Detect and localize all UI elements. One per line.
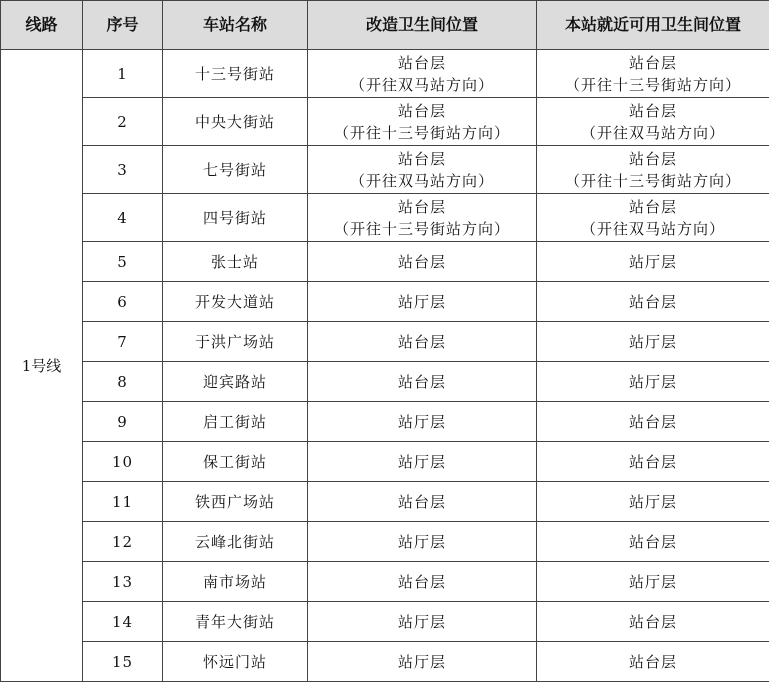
seq-text: 8 bbox=[83, 371, 162, 393]
station-name-cell bbox=[163, 362, 308, 402]
table-row bbox=[1, 482, 769, 522]
nearby-location-cell bbox=[537, 642, 769, 682]
nearby-direction: （开往双马站方向） bbox=[537, 218, 769, 240]
station-name-cell bbox=[163, 242, 308, 282]
seq-cell bbox=[83, 242, 163, 282]
renovated-location-cell bbox=[308, 242, 537, 282]
renovated-direction: （开往十三号街站方向） bbox=[308, 122, 536, 144]
seq-cell bbox=[83, 322, 163, 362]
header-line: 线路 bbox=[1, 1, 83, 50]
table-row bbox=[1, 642, 769, 682]
table-row bbox=[1, 242, 769, 282]
renovated-location-cell bbox=[308, 402, 537, 442]
station-name-cell bbox=[163, 482, 308, 522]
station-name-cell bbox=[163, 522, 308, 562]
nearby-direction: （开往双马站方向） bbox=[537, 122, 769, 144]
station-name: 保工街站 bbox=[163, 451, 307, 473]
renovated-level: 站台层 bbox=[308, 251, 536, 273]
renovated-level: 站厅层 bbox=[308, 411, 536, 433]
seq-cell bbox=[83, 282, 163, 322]
header-nearby-location: 本站就近可用卫生间位置 bbox=[537, 1, 769, 50]
nearby-direction: （开往十三号街站方向） bbox=[537, 170, 769, 192]
renovated-direction: （开往双马站方向） bbox=[308, 170, 536, 192]
nearby-level: 站台层 bbox=[537, 148, 769, 170]
station-name: 南市场站 bbox=[163, 571, 307, 593]
seq-text: 10 bbox=[83, 451, 162, 473]
nearby-location-cell bbox=[537, 562, 769, 602]
seq-cell bbox=[83, 50, 163, 98]
seq-cell bbox=[83, 522, 163, 562]
seq-text: 9 bbox=[83, 411, 162, 433]
nearby-level: 站台层 bbox=[537, 196, 769, 218]
seq-cell bbox=[83, 482, 163, 522]
station-name: 开发大道站 bbox=[163, 291, 307, 313]
station-name-cell bbox=[163, 642, 308, 682]
seq-cell bbox=[83, 562, 163, 602]
renovated-direction: （开往双马站方向） bbox=[308, 74, 536, 96]
renovated-location-cell bbox=[308, 442, 537, 482]
nearby-level: 站台层 bbox=[537, 100, 769, 122]
seq-text: 13 bbox=[83, 571, 162, 593]
station-name: 怀远门站 bbox=[163, 651, 307, 673]
renovated-location-cell bbox=[308, 642, 537, 682]
nearby-location-cell bbox=[537, 322, 769, 362]
renovated-level: 站台层 bbox=[308, 331, 536, 353]
renovated-direction: （开往十三号街站方向） bbox=[308, 218, 536, 240]
table-row bbox=[1, 146, 769, 194]
station-name: 启工街站 bbox=[163, 411, 307, 433]
renovated-location-cell bbox=[308, 194, 537, 242]
station-name-cell bbox=[163, 562, 308, 602]
station-name-cell bbox=[163, 50, 308, 98]
renovated-level: 站台层 bbox=[308, 148, 536, 170]
seq-text: 5 bbox=[83, 251, 162, 273]
seq-text: 3 bbox=[83, 159, 162, 181]
seq-text: 4 bbox=[83, 207, 162, 229]
renovated-level: 站台层 bbox=[308, 491, 536, 513]
table-row bbox=[1, 562, 769, 602]
nearby-level: 站台层 bbox=[537, 52, 769, 74]
renovated-location-cell bbox=[308, 522, 537, 562]
station-name: 迎宾路站 bbox=[163, 371, 307, 393]
nearby-level: 站台层 bbox=[537, 451, 769, 473]
table-row bbox=[1, 402, 769, 442]
table-body bbox=[1, 50, 769, 682]
nearby-location-cell bbox=[537, 442, 769, 482]
line-cell: 1号线 bbox=[1, 50, 83, 682]
station-name: 铁西广场站 bbox=[163, 491, 307, 513]
nearby-location-cell bbox=[537, 242, 769, 282]
nearby-level: 站厅层 bbox=[537, 331, 769, 353]
renovated-location-cell bbox=[308, 362, 537, 402]
header-seq: 序号 bbox=[83, 1, 163, 50]
table-row bbox=[1, 194, 769, 242]
renovated-level: 站厅层 bbox=[308, 291, 536, 313]
seq-cell bbox=[83, 194, 163, 242]
table-row bbox=[1, 50, 769, 98]
seq-cell bbox=[83, 98, 163, 146]
renovated-level: 站台层 bbox=[308, 371, 536, 393]
nearby-location-cell bbox=[537, 282, 769, 322]
seq-text: 12 bbox=[83, 531, 162, 553]
nearby-location-cell bbox=[537, 402, 769, 442]
nearby-location-cell bbox=[537, 602, 769, 642]
renovated-location-cell bbox=[308, 146, 537, 194]
station-name-cell bbox=[163, 98, 308, 146]
nearby-level: 站厅层 bbox=[537, 491, 769, 513]
renovated-location-cell bbox=[308, 562, 537, 602]
seq-cell bbox=[83, 602, 163, 642]
nearby-level: 站台层 bbox=[537, 611, 769, 633]
renovated-location-cell bbox=[308, 602, 537, 642]
station-name: 青年大街站 bbox=[163, 611, 307, 633]
station-name: 七号街站 bbox=[163, 159, 307, 181]
nearby-level: 站台层 bbox=[537, 411, 769, 433]
station-name: 十三号街站 bbox=[163, 63, 307, 85]
station-name: 张士站 bbox=[163, 251, 307, 273]
nearby-location-cell bbox=[537, 50, 769, 98]
seq-text: 1 bbox=[83, 63, 162, 85]
seq-cell bbox=[83, 146, 163, 194]
station-name-cell bbox=[163, 602, 308, 642]
renovated-level: 站厅层 bbox=[308, 651, 536, 673]
renovated-level: 站厅层 bbox=[308, 531, 536, 553]
header-renovated-location: 改造卫生间位置 bbox=[308, 1, 537, 50]
header-station-name: 车站名称 bbox=[163, 1, 308, 50]
nearby-level: 站台层 bbox=[537, 531, 769, 553]
seq-text: 2 bbox=[83, 111, 162, 133]
station-name: 四号街站 bbox=[163, 207, 307, 229]
header-row bbox=[1, 1, 769, 50]
renovated-level: 站台层 bbox=[308, 100, 536, 122]
nearby-location-cell bbox=[537, 362, 769, 402]
seq-cell bbox=[83, 402, 163, 442]
station-name-cell bbox=[163, 322, 308, 362]
renovated-location-cell bbox=[308, 282, 537, 322]
nearby-location-cell bbox=[537, 482, 769, 522]
renovated-location-cell bbox=[308, 322, 537, 362]
table-row bbox=[1, 322, 769, 362]
table-row bbox=[1, 602, 769, 642]
seq-text: 11 bbox=[83, 491, 162, 513]
table-row bbox=[1, 522, 769, 562]
seq-text: 7 bbox=[83, 331, 162, 353]
station-name-cell bbox=[163, 282, 308, 322]
renovated-location-cell bbox=[308, 50, 537, 98]
station-name-cell bbox=[163, 194, 308, 242]
renovated-location-cell bbox=[308, 98, 537, 146]
seq-text: 15 bbox=[83, 651, 162, 673]
renovated-location-cell bbox=[308, 482, 537, 522]
station-name-cell bbox=[163, 442, 308, 482]
nearby-level: 站厅层 bbox=[537, 571, 769, 593]
station-name: 中央大街站 bbox=[163, 111, 307, 133]
renovated-level: 站台层 bbox=[308, 571, 536, 593]
table-row bbox=[1, 98, 769, 146]
seq-cell bbox=[83, 442, 163, 482]
table-row bbox=[1, 362, 769, 402]
station-name: 云峰北街站 bbox=[163, 531, 307, 553]
nearby-location-cell bbox=[537, 146, 769, 194]
station-name: 于洪广场站 bbox=[163, 331, 307, 353]
seq-text: 14 bbox=[83, 611, 162, 633]
nearby-location-cell bbox=[537, 98, 769, 146]
nearby-level: 站厅层 bbox=[537, 371, 769, 393]
nearby-level: 站台层 bbox=[537, 651, 769, 673]
nearby-level: 站厅层 bbox=[537, 251, 769, 273]
table-row bbox=[1, 442, 769, 482]
nearby-direction: （开往十三号街站方向） bbox=[537, 74, 769, 96]
nearby-level: 站台层 bbox=[537, 291, 769, 313]
nearby-location-cell bbox=[537, 194, 769, 242]
seq-text: 6 bbox=[83, 291, 162, 313]
renovated-level: 站台层 bbox=[308, 52, 536, 74]
table-row bbox=[1, 282, 769, 322]
seq-cell bbox=[83, 642, 163, 682]
nearby-location-cell bbox=[537, 522, 769, 562]
station-name-cell bbox=[163, 146, 308, 194]
renovated-level: 站厅层 bbox=[308, 611, 536, 633]
renovated-level: 站台层 bbox=[308, 196, 536, 218]
station-name-cell bbox=[163, 402, 308, 442]
seq-cell bbox=[83, 362, 163, 402]
renovated-level: 站厅层 bbox=[308, 451, 536, 473]
